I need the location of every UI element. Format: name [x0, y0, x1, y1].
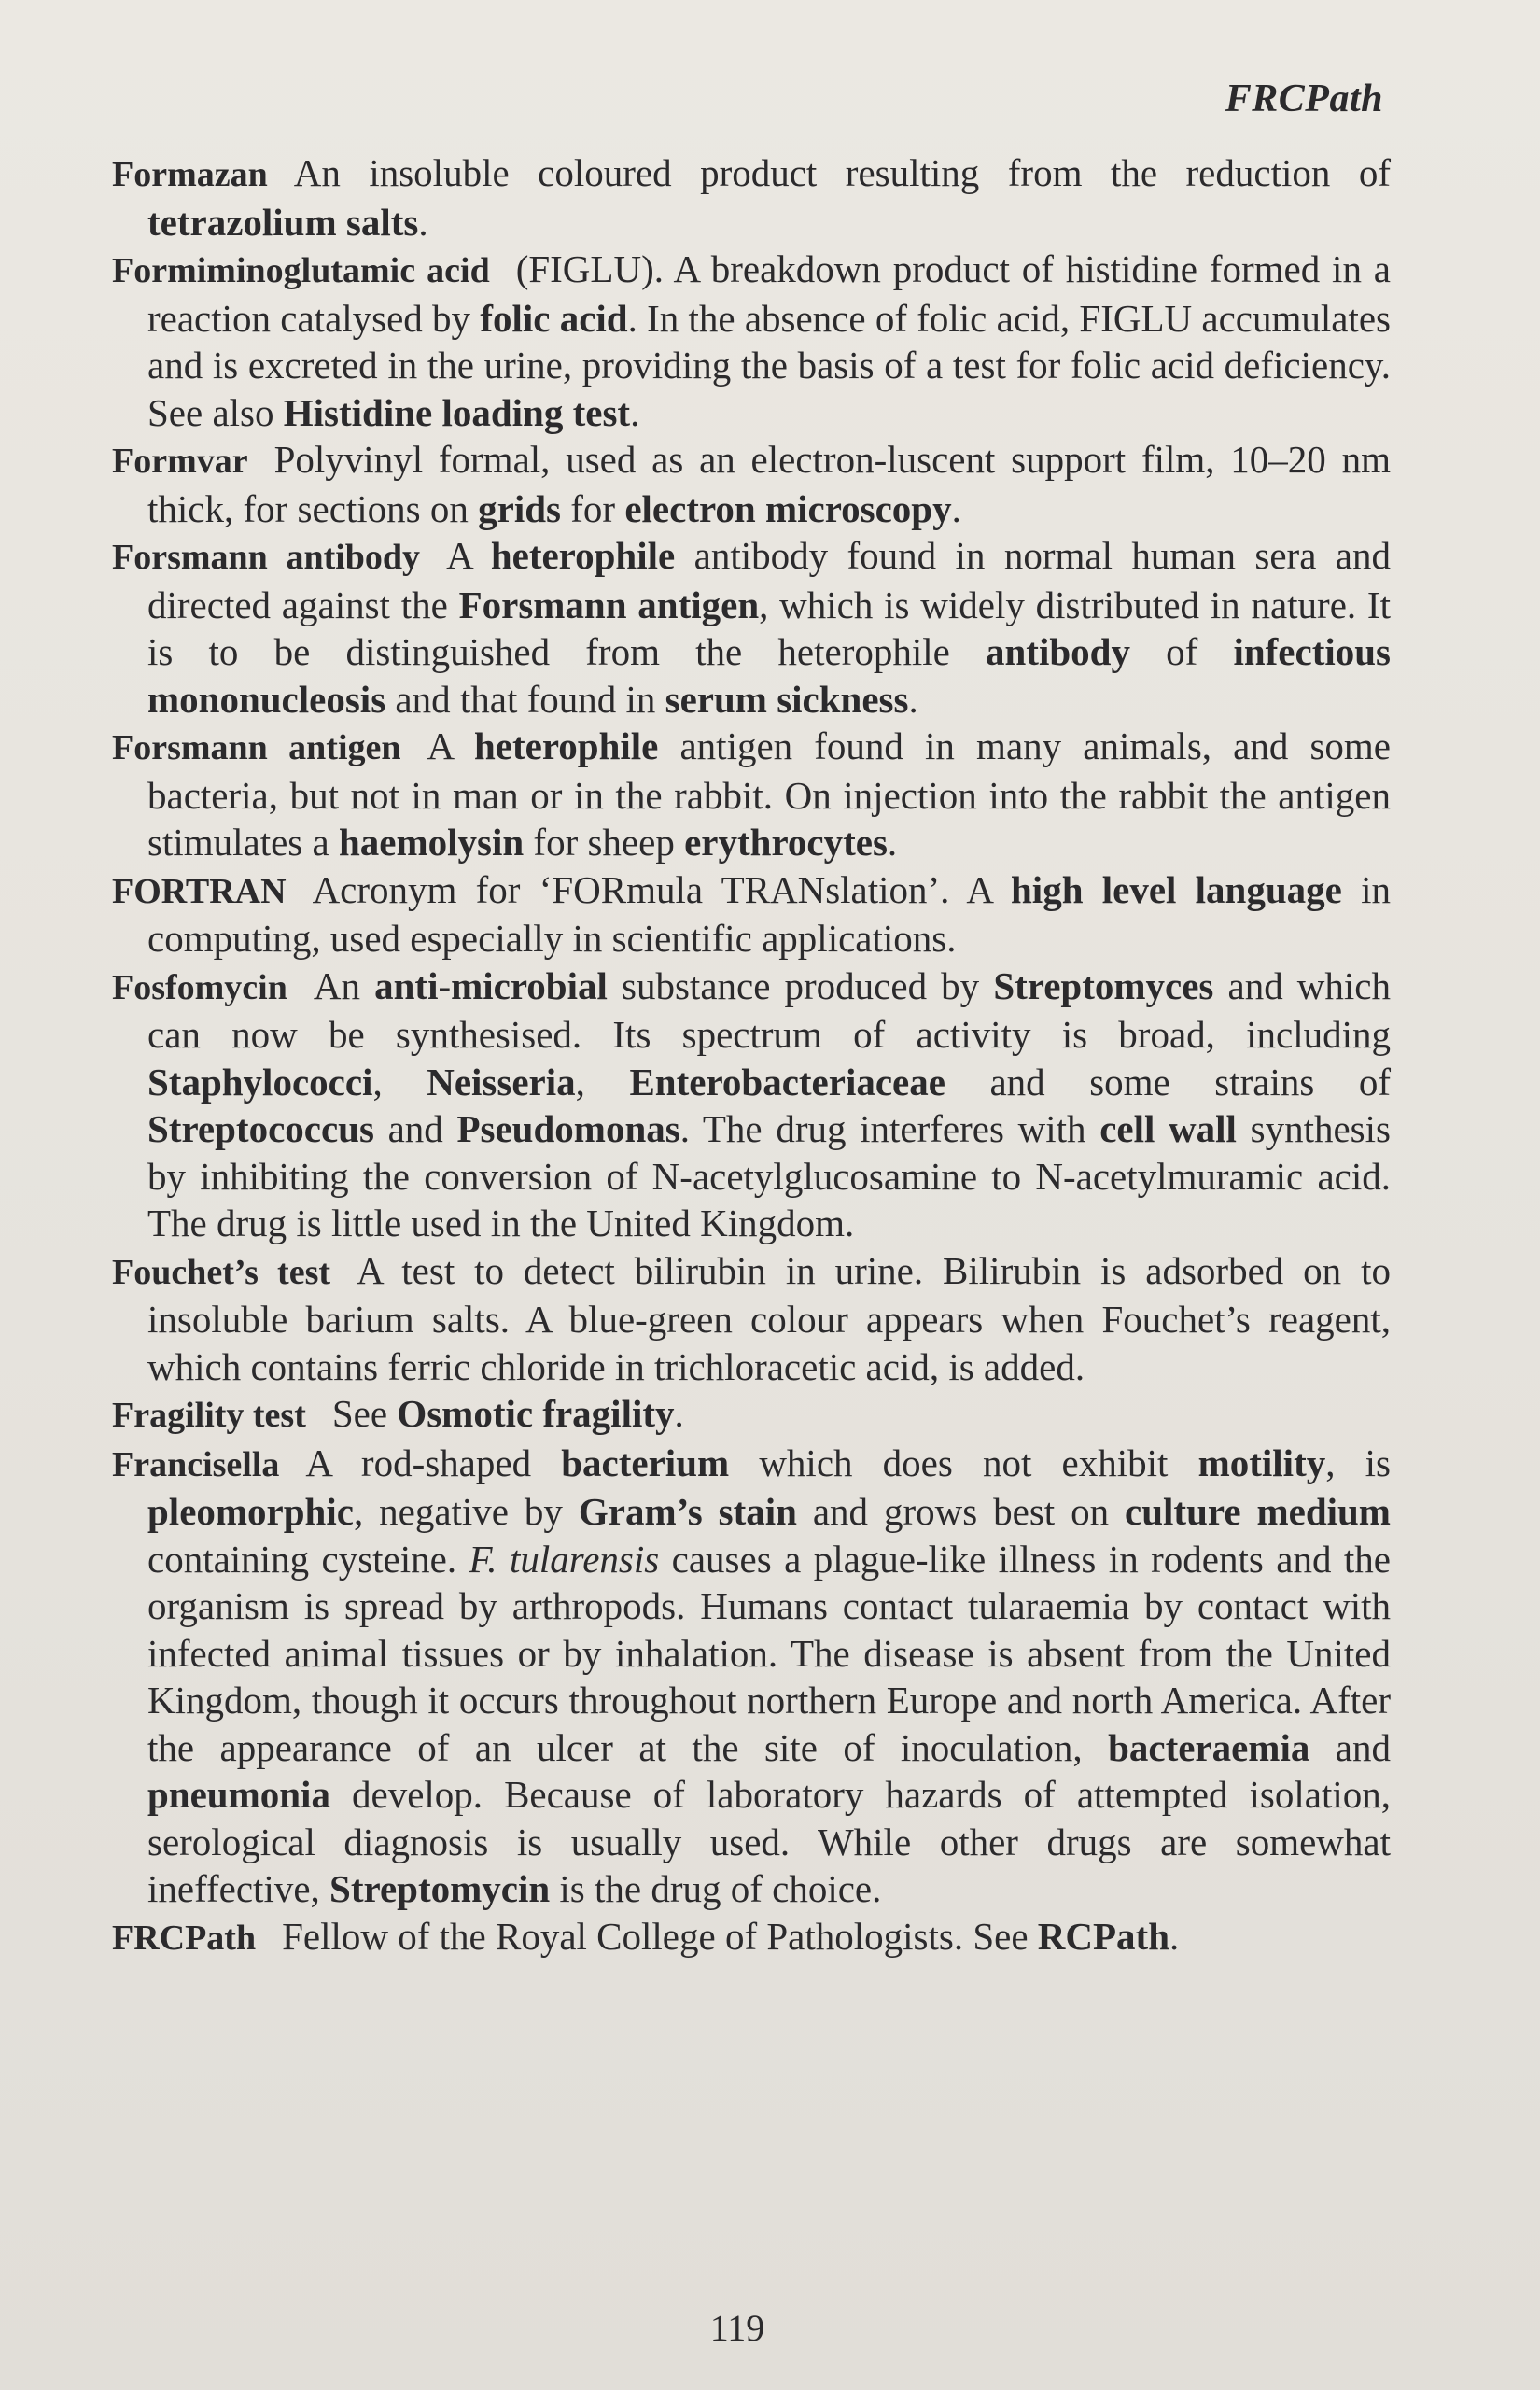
entry-text: , negative by [353, 1490, 579, 1533]
dictionary-entry [112, 723, 1391, 866]
dictionary-entry [112, 963, 1391, 1247]
cross-reference: Forsmann antigen [458, 583, 760, 626]
entry-headword: FORTRAN [112, 871, 287, 911]
entry-text: antibody found in normal human sera and directed against the [147, 534, 1391, 626]
entry-headword: Forsmann antibody [112, 538, 421, 577]
entry-text: An [313, 963, 375, 1007]
dictionary-entry [112, 1913, 1391, 1962]
cross-reference: electron microscopy [624, 486, 952, 530]
entry-text: . [418, 200, 428, 244]
cross-reference: grids [478, 486, 561, 530]
entry-headword: Formvar [112, 442, 248, 481]
cross-reference: culture medium [1125, 1490, 1391, 1533]
entry-text: A [427, 724, 474, 767]
entry-text: antigen found in many animals, and some bacteria, but not in man or in the rabbit. On injection into the rabbit the antigen stimulates a [147, 724, 1391, 864]
entry-text: and that found in [385, 677, 665, 721]
cross-reference: Staphylococci [147, 1060, 373, 1104]
entry-text: and which can now be synthesised. Its spectrum of activity is broad, including [147, 963, 1392, 1056]
cross-reference: haemolysin [338, 821, 525, 864]
entry-text: for sheep [524, 821, 685, 864]
entry-text: synthesis by inhibiting the conversion of N-acetylglucosamine to N-acetylmuramic acid. The drug is little used in the United Kingdom. [147, 1107, 1391, 1244]
cross-reference: Histidine loading test [283, 390, 631, 434]
cross-reference: tetrazolium salts [147, 200, 419, 244]
entry-text: See [331, 1392, 398, 1435]
entry-text: and some strains of [945, 1060, 1392, 1104]
entry-text: . [951, 486, 961, 530]
dictionary-entry [112, 246, 1391, 436]
entry-text: A test to detect bilirubin in urine. Bilirubin is adsorbed on to insoluble barium salts. A blue-green colour appears when Fouchet’s reagent, which contains ferric chloride in trichloracetic acid, is added. [147, 1248, 1391, 1388]
entry-text: , which is widely distributed in nature. It is to be distinguished from the heterophile [147, 583, 1391, 673]
entry-text: . [630, 390, 640, 434]
entry-text: An insoluble coloured product resulting from the reduction of [293, 151, 1391, 194]
cross-reference: Gram’s stain [578, 1490, 797, 1533]
entry-text: Fellow of the Royal College of Pathologists. See [282, 1914, 1038, 1958]
entry-text: A rod-shaped [305, 1441, 562, 1484]
cross-reference: heterophile [473, 724, 659, 767]
entry-text: develop. Because of laboratory hazards of attempted isolation, serological diagnosis is usually used. While other drugs are somewhat ineffective, [147, 1773, 1391, 1910]
cross-reference: high level language [1011, 867, 1342, 911]
entry-text: (FIGLU). A breakdown product of histidine formed in a reaction catalysed by [147, 247, 1391, 340]
cross-reference: heterophile [490, 534, 676, 577]
cross-reference: cell wall [1099, 1107, 1237, 1150]
entry-text: . [1169, 1914, 1180, 1958]
cross-reference: Enterobacteriaceae [629, 1060, 945, 1104]
entry-headword: Fouchet’s test [112, 1252, 331, 1292]
entry-headword: Fragility test [112, 1396, 306, 1435]
cross-reference: RCPath [1037, 1914, 1169, 1958]
cross-reference: Neisseria [427, 1060, 576, 1104]
entry-text: . [908, 677, 918, 721]
entry-headword: Formazan [112, 155, 268, 194]
dictionary-entry [112, 1247, 1391, 1391]
entry-text: Polyvinyl formal, used as an electron-luscent support film, 10–20 nm thick, for sections on [147, 438, 1391, 530]
cross-reference: pleomorphic [147, 1490, 354, 1533]
entry-text: , is [1325, 1441, 1391, 1484]
entry-headword: Fosfomycin [112, 967, 287, 1007]
entry-headword: FRCPath [112, 1918, 257, 1958]
entry-text: which does not exhibit [729, 1441, 1198, 1484]
entry-text: containing cysteine. [147, 1537, 469, 1581]
cross-reference: Streptomycin [329, 1867, 551, 1910]
entry-text: substance produced by [607, 963, 994, 1007]
dictionary-entry [112, 1390, 1391, 1440]
cross-reference: Streptococcus [147, 1107, 374, 1150]
entry-text: is the drug of choice. [550, 1867, 882, 1910]
cross-reference: pneumonia [147, 1773, 330, 1816]
cross-reference: Streptomyces [993, 963, 1214, 1007]
entry-text: . [674, 1392, 684, 1435]
entry-text: for [561, 486, 625, 530]
dictionary-entry [112, 866, 1391, 963]
page-number: 119 [709, 2307, 765, 2349]
dictionary-entry [112, 436, 1391, 532]
cross-reference: folic acid [480, 296, 628, 340]
cross-reference: infectious mononucleosis [147, 630, 1391, 721]
entry-text: A [446, 534, 491, 577]
entry-text: . The drug interferes with [679, 1107, 1100, 1150]
entry-text: Acronym for ‘FORmula TRANslation’. A [312, 867, 1011, 911]
entry-text: and grows best on [796, 1490, 1126, 1533]
entry-text: , [372, 1060, 427, 1104]
cross-reference: bacterium [561, 1441, 730, 1484]
cross-reference: Pseudomonas [456, 1107, 680, 1150]
entry-text: . [887, 821, 898, 864]
entry-text: and [373, 1107, 457, 1150]
entry-headword: Francisella [112, 1444, 280, 1484]
entry-text: , [575, 1060, 630, 1104]
entry-text: of [1129, 630, 1234, 673]
running-head: FRCPath [1225, 77, 1383, 120]
entry-headword: Forsmann antigen [112, 728, 401, 767]
cross-reference: serum sickness [665, 677, 909, 721]
dictionary-entry [112, 532, 1391, 723]
entry-headword: Formiminoglutamic acid [112, 251, 490, 290]
entry-text: causes a plague-like illness in rodents and the organism is spread by arthropods. Humans contact tularaemia by contact with infected animal tissues or by inhalation. The disease is absent from the United Kingdom, though it occurs throughout northern Europe and north America. After the appearance of an ulcer at the site of inoculation, [147, 1537, 1391, 1769]
dictionary-entries [112, 149, 1391, 1961]
cross-reference: erythrocytes [684, 821, 888, 864]
cross-reference: antibody [986, 630, 1130, 673]
entry-text: and [1309, 1725, 1391, 1769]
entry-text: . In the absence of folic acid, FIGLU accumulates and is excreted in the urine, providing the basis of a test for folic acid deficiency. See also [147, 296, 1391, 434]
italic-term: F. tularensis [469, 1537, 660, 1581]
cross-reference: bacteraemia [1108, 1725, 1310, 1769]
cross-reference: anti-microbial [374, 963, 608, 1007]
cross-reference: Osmotic fragility [397, 1392, 675, 1435]
entry-text: in computing, used especially in scientific applications. [147, 867, 1391, 960]
dictionary-entry [112, 149, 1391, 246]
dictionary-entry [112, 1440, 1391, 1913]
cross-reference: motility [1197, 1441, 1326, 1484]
